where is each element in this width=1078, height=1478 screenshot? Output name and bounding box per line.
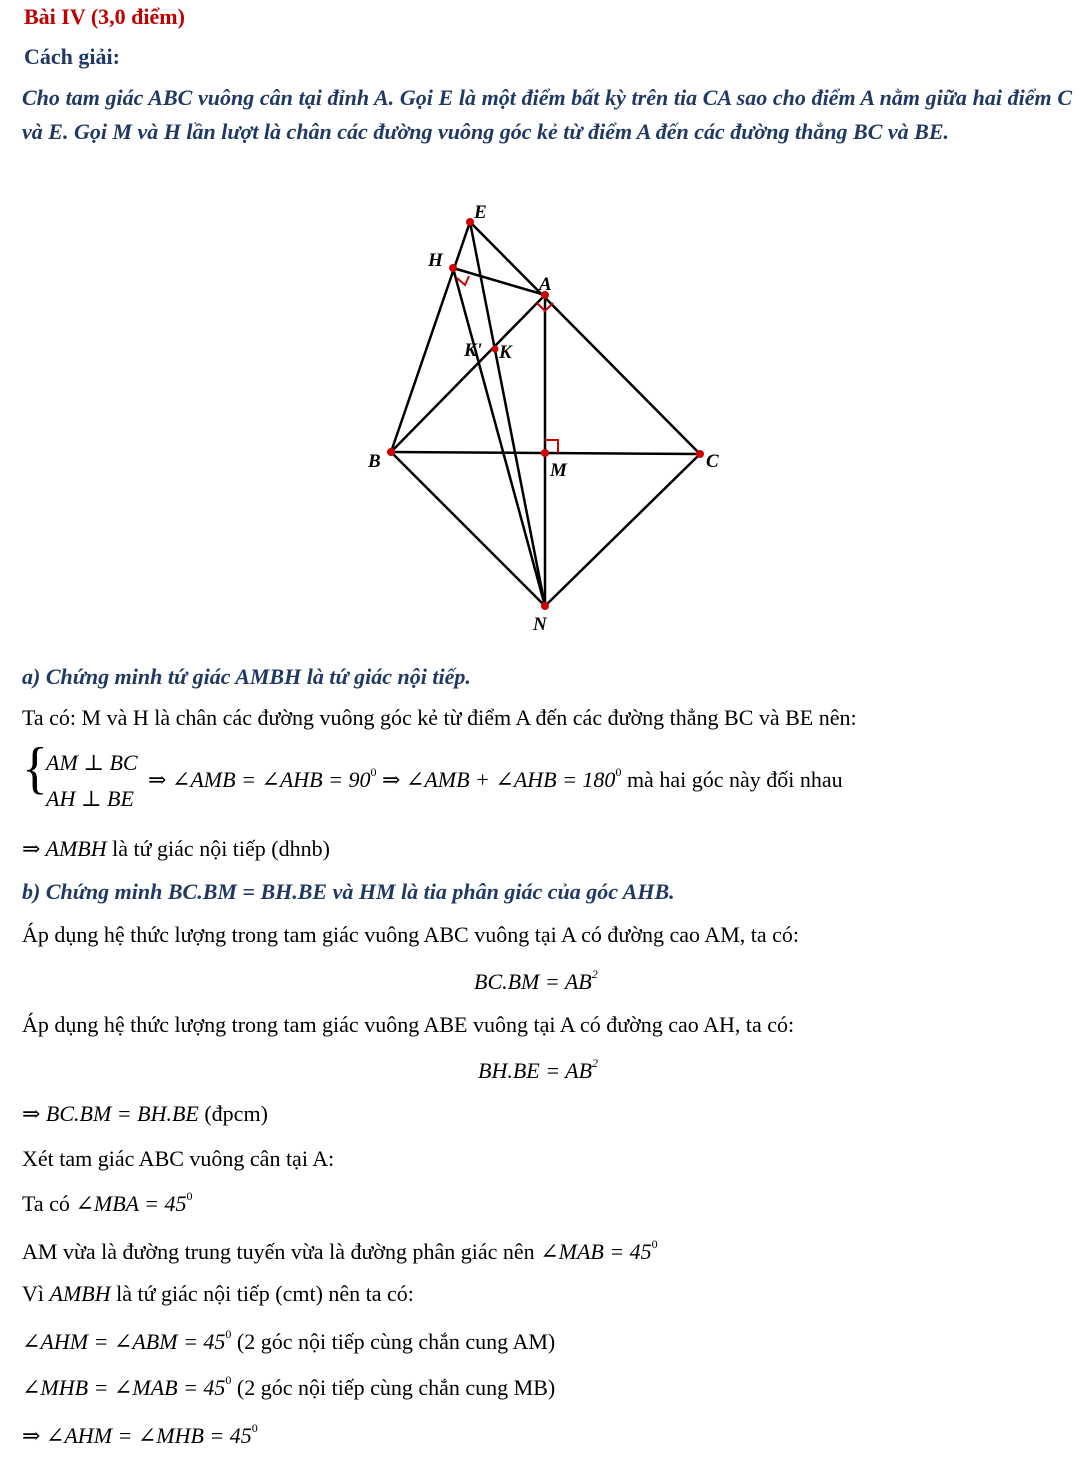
part-b-heading: b) Chứng minh BC.BM = BH.BE và HM là tia phân giác của góc AHB. xyxy=(22,879,675,904)
part-b-line-3: Xét tam giác ABC vuông cân tại A: xyxy=(22,1146,335,1171)
label-A: A xyxy=(539,274,552,295)
part-b-line-5: AM vừa là đường trung tuyến vừa là đường phân giác nên ∠MAB = $45^0$ xyxy=(22,1237,658,1264)
label-M: M xyxy=(550,460,567,481)
system-line-1: AM ⊥ BC xyxy=(46,750,138,775)
point-M xyxy=(541,449,549,457)
point-B xyxy=(387,448,395,456)
label-E: E xyxy=(474,202,487,223)
point-H xyxy=(449,264,457,272)
part-a-intro: Ta có: M và H là chân các đường vuông góc kẻ từ điểm A đến các đường thẳng BC và BE nên: xyxy=(22,705,857,730)
part-b-line-1: Áp dụng hệ thức lượng trong tam giác vuông ABC vuông tại A có đường cao AM, ta có: xyxy=(22,922,800,947)
label-Kp: K' xyxy=(464,340,482,361)
solution-heading: Cách giải: xyxy=(24,44,120,69)
section-title: Bài IV (3,0 điểm) xyxy=(24,4,185,29)
label-K: K xyxy=(499,342,512,363)
point-C xyxy=(696,450,704,458)
label-C: C xyxy=(706,451,719,472)
label-H: H xyxy=(428,250,443,271)
part-b-result-1: ⇒ BC.BM = BH.BE (đpcm) xyxy=(22,1101,268,1126)
formula-1: $BC.BM = AB^2$ xyxy=(474,967,598,994)
point-N xyxy=(541,602,549,610)
point-K xyxy=(492,346,499,353)
part-a-equation: ⇒ ∠AMB = ∠AHB = $90^0$ ⇒ ∠AMB + ∠AHB = $180^0$ mà hai góc này đối nhau xyxy=(148,765,843,792)
system-line-2: AH ⊥ BE xyxy=(46,786,134,811)
formula-2: $BH.BE = AB^2$ xyxy=(478,1056,599,1083)
problem-statement: Cho tam giác ABC vuông cân tại đỉnh A. Gọi E là một điểm bất kỳ trên tia CA sao cho điểm A nằm giữa hai điểm C và E. Gọi M và H lần lượt là chân các đường vuông góc kẻ từ điểm A đến các đường thẳng BC và BE. xyxy=(22,85,1072,144)
system-brace: { xyxy=(22,736,48,800)
part-a-conclusion: ⇒ AMBH là tứ giác nội tiếp (dhnb) xyxy=(22,836,330,861)
label-N: N xyxy=(533,614,547,635)
part-b-line-7: ∠AHM = ∠ABM = $45^0$ (2 góc nội tiếp cùng chắn cung AM) xyxy=(22,1327,556,1354)
part-a-heading: a) Chứng minh tứ giác AMBH là tứ giác nội tiếp. xyxy=(22,664,471,689)
geometry-figure xyxy=(0,0,1078,640)
part-b-line-8: ∠MHB = ∠MAB = $45^0$ (2 góc nội tiếp cùng chắn cung MB) xyxy=(22,1373,556,1400)
part-b-line-6: Vì AMBH là tứ giác nội tiếp (cmt) nên ta có: xyxy=(22,1281,414,1306)
part-b-line-9: ⇒ ∠AHM = ∠MHB = $45^0$ xyxy=(22,1421,258,1448)
label-B: B xyxy=(368,451,381,472)
part-b-line-2: Áp dụng hệ thức lượng trong tam giác vuông ABE vuông tại A có đường cao AH, ta có: xyxy=(22,1012,795,1037)
part-b-line-4: Ta có ∠MBA = $45^0$ xyxy=(22,1189,193,1216)
point-E xyxy=(466,218,474,226)
